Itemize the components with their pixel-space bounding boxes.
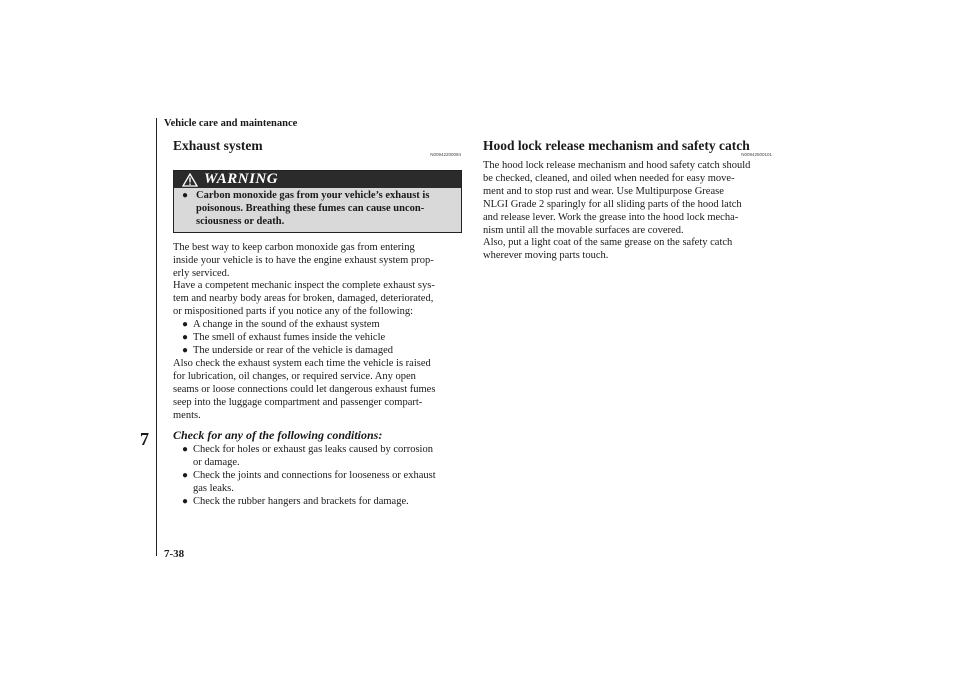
hood-ref-code: N00942500101 [741, 152, 772, 157]
chapter-tab: 7 [140, 429, 149, 449]
list-item: ● Check for holes or exhaust gas leaks caused by corrosion or damage. [182, 444, 433, 469]
bullet-icon: ● [182, 332, 189, 344]
right-column [483, 138, 772, 263]
conditions-subheading: Check for any of the following conditions: [173, 428, 383, 443]
warning-header [174, 171, 461, 188]
exhaust-system-title: Exhaust system [173, 138, 263, 153]
running-header: Vehicle care and maintenance [164, 118, 298, 129]
list-item: ● The underside or rear of the vehicle is damaged [182, 344, 393, 356]
bullet-icon: ● [182, 496, 189, 508]
bullet-icon: ● [182, 344, 189, 356]
hood-title-row [483, 138, 772, 158]
warning-box [173, 170, 462, 233]
left-column [173, 138, 461, 509]
notice-list [173, 319, 461, 358]
exhaust-intro-paragraph: The best way to keep carbon monoxide gas from entering inside your vehicle is to have the engine exhaust system prop- erly serviced. Have a competent mechanic inspect the complete exhaust sys- tem and nearby body areas for broken, damaged, deteriorated, or mispositioned parts if you notice any of the following: [173, 241, 435, 318]
page-number: 7-38 [164, 548, 185, 560]
bullet-icon: ● [182, 444, 189, 456]
exhaust-ref-code: N00942200094 [430, 152, 461, 157]
list-item: ● A change in the sound of the exhaust system [182, 319, 380, 331]
hood-lock-paragraph: The hood lock release mechanism and hood safety catch should be checked, cleaned, and oiled when needed for easy move- ment and to stop rust and wear. Use Multipurpose Grease NLGI Grade 2 sparingly for all sliding parts of the hood latch and release lever. Work the grease into the hood lock mecha- nism until all the movable surfaces are covered. Also, put a light coat of the same grease on the safety catch wherever moving parts touch. [483, 160, 751, 262]
exhaust-title-row [173, 138, 461, 158]
list-item: ● Check the joints and connections for looseness or exhaust gas leaks. [182, 470, 436, 495]
conditions-list [173, 444, 461, 509]
bullet-icon: ● [182, 190, 189, 201]
warning-triangle-icon [182, 173, 198, 187]
list-item: ● Check the rubber hangers and brackets for damage. [182, 496, 409, 508]
chapter-divider [156, 118, 157, 556]
bullet-icon: ● [182, 319, 189, 331]
hood-lock-title: Hood lock release mechanism and safety catch [483, 138, 750, 153]
warning-label: WARNING [204, 171, 279, 187]
list-item: ● The smell of exhaust fumes inside the vehicle [182, 332, 386, 344]
bullet-icon: ● [182, 470, 189, 482]
warning-text: Carbon monoxide gas from your vehicle’s exhaust is poisonous. Breathing these fumes can cause uncon- sciousness or death. [196, 190, 430, 227]
warning-body [174, 188, 461, 232]
exhaust-check-paragraph: Also check the exhaust system each time the vehicle is raised for lubrication, oil changes, or required service. Any open seams or loose connections could let dangerous exhaust fumes seep into the luggage compartment and passenger compart- ments. [173, 357, 436, 421]
